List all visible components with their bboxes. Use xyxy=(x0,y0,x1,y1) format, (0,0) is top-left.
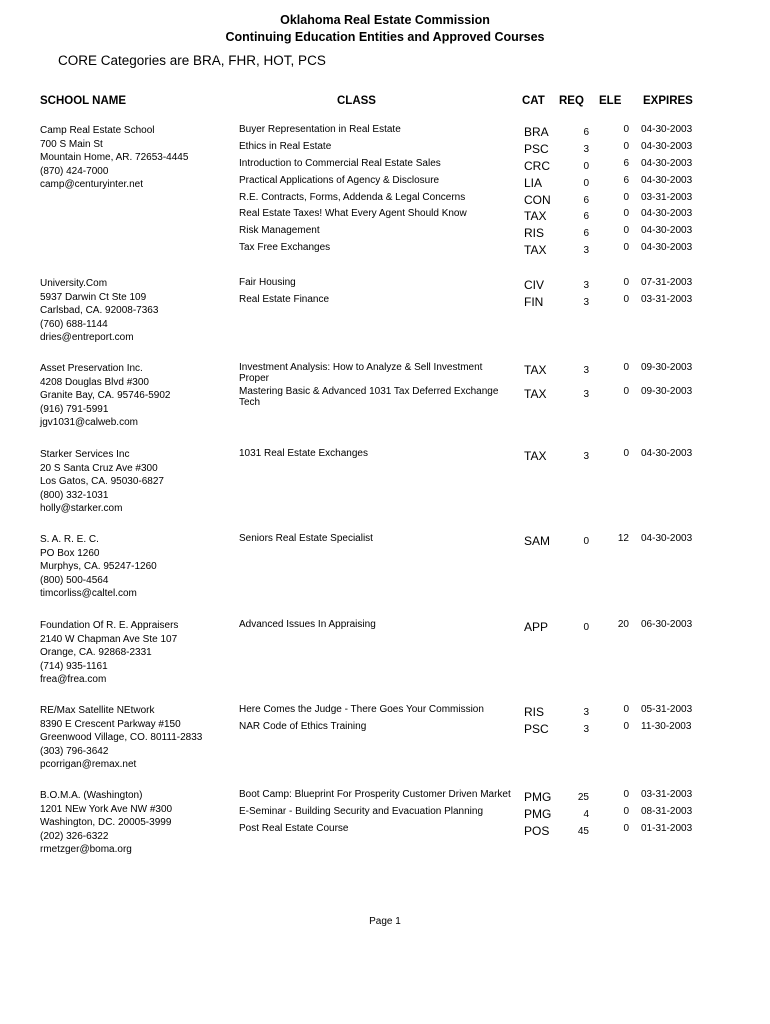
course-expires: 09-30-2003 xyxy=(641,362,693,373)
course-category: TAX xyxy=(524,209,547,223)
school-address-line: (303) 796-3642 xyxy=(40,745,109,757)
course-expires: 04-30-2003 xyxy=(641,533,693,544)
course-req-hours: 3 xyxy=(583,389,589,400)
school-address-line: 8390 E Crescent Parkway #150 xyxy=(40,718,181,730)
course-expires: 04-30-2003 xyxy=(641,175,693,186)
course-ele-hours: 0 xyxy=(623,386,629,397)
course-class: Real Estate Taxes! What Every Agent Should Know xyxy=(239,208,467,219)
course-expires: 03-31-2003 xyxy=(641,294,693,305)
school-email: camp@centuryinter.net xyxy=(40,179,143,191)
school-address-line: Washington, DC. 20005-3999 xyxy=(40,817,172,829)
school-address-line: Carlsbad, CA. 92008-7363 xyxy=(40,305,159,317)
school-address-line: Murphys, CA. 95247-1260 xyxy=(40,561,157,573)
core-categories-note: CORE Categories are BRA, FHR, HOT, PCS xyxy=(58,53,326,68)
school-email: pcorrigan@remax.net xyxy=(40,759,137,771)
school-name: S. A. R. E. C. xyxy=(40,534,99,545)
course-req-hours: 3 xyxy=(583,365,589,376)
school-name: Foundation Of R. E. Appraisers xyxy=(40,620,179,631)
course-expires: 04-30-2003 xyxy=(641,448,693,459)
course-ele-hours: 0 xyxy=(623,208,629,219)
school-address-line: 1201 NEw York Ave NW #300 xyxy=(40,803,173,815)
school-address-line: Los Gatos, CA. 95030-6827 xyxy=(40,476,164,488)
school-address-line: (760) 688-1144 xyxy=(40,318,108,330)
course-class: Mastering Basic & Advanced 1031 Tax Deferred Exchange Tech xyxy=(239,386,499,408)
course-expires: 11-30-2003 xyxy=(641,721,692,732)
school-email: dries@entreport.com xyxy=(40,332,134,344)
school-email: jgv1031@calweb.com xyxy=(40,417,138,429)
school-name: RE/Max Satellite NEtwork xyxy=(40,705,155,716)
course-req-hours: 0 xyxy=(583,161,589,172)
course-category: TAX xyxy=(524,387,547,401)
school-email: holly@starker.com xyxy=(40,503,123,515)
document-subtitle: Continuing Education Entities and Approved Courses xyxy=(225,30,545,44)
course-class: 1031 Real Estate Exchanges xyxy=(239,448,368,459)
document-title: Oklahoma Real Estate Commission xyxy=(280,13,490,27)
course-req-hours: 0 xyxy=(583,178,589,189)
course-req-hours: 6 xyxy=(583,195,589,206)
course-category: BRA xyxy=(524,125,549,139)
school-email: frea@frea.com xyxy=(40,674,107,686)
column-header-req: REQ xyxy=(559,95,584,107)
course-category: PSC xyxy=(524,722,549,736)
course-expires: 04-30-2003 xyxy=(641,124,693,135)
course-expires: 04-30-2003 xyxy=(641,158,693,169)
course-req-hours: 45 xyxy=(577,826,589,837)
course-category: CIV xyxy=(524,278,545,292)
course-ele-hours: 0 xyxy=(623,806,629,817)
course-expires: 08-31-2003 xyxy=(641,806,693,817)
school-address-line: Orange, CA. 92868-2331 xyxy=(40,647,152,659)
course-req-hours: 3 xyxy=(583,245,589,256)
course-class: Introduction to Commercial Real Estate Sales xyxy=(239,158,441,169)
course-class: Boot Camp: Blueprint For Prosperity Customer Driven Market xyxy=(239,789,511,800)
column-header-school: SCHOOL NAME xyxy=(40,95,127,107)
course-category: SAM xyxy=(524,534,551,548)
course-ele-hours: 20 xyxy=(617,619,629,630)
course-expires: 03-31-2003 xyxy=(641,192,693,203)
column-header-cat: CAT xyxy=(522,95,545,107)
school-address-line: (714) 935-1161 xyxy=(40,660,108,672)
school-name: Camp Real Estate School xyxy=(40,125,155,136)
course-req-hours: 0 xyxy=(583,536,589,547)
course-req-hours: 3 xyxy=(583,707,589,718)
course-expires: 04-30-2003 xyxy=(641,225,693,236)
school-email: rmetzger@boma.org xyxy=(40,844,132,856)
course-ele-hours: 0 xyxy=(623,362,629,373)
school-name: Asset Preservation Inc. xyxy=(40,363,143,374)
course-category: CON xyxy=(524,193,551,207)
course-category: TAX xyxy=(524,243,547,257)
course-class: Practical Applications of Agency & Disclosure xyxy=(239,175,440,186)
course-expires: 05-31-2003 xyxy=(641,704,693,715)
course-category: POS xyxy=(524,824,550,838)
course-expires: 01-31-2003 xyxy=(641,823,693,834)
course-req-hours: 3 xyxy=(583,144,589,155)
course-class: Real Estate Finance xyxy=(239,294,330,305)
school-address-line: 700 S Main St xyxy=(40,138,103,150)
course-ele-hours: 6 xyxy=(623,175,629,186)
course-req-hours: 3 xyxy=(583,280,589,291)
course-ele-hours: 0 xyxy=(623,704,629,715)
course-ele-hours: 0 xyxy=(623,823,629,834)
course-expires: 04-30-2003 xyxy=(641,242,693,253)
course-category: APP xyxy=(524,620,549,634)
course-req-hours: 4 xyxy=(583,809,589,820)
course-category: RIS xyxy=(524,705,545,719)
school-address-line: 2140 W Chapman Ave Ste 107 xyxy=(40,633,178,645)
course-req-hours: 0 xyxy=(583,622,589,633)
course-req-hours: 6 xyxy=(583,211,589,222)
course-ele-hours: 0 xyxy=(623,124,629,135)
school-name: B.O.M.A. (Washington) xyxy=(40,790,143,801)
school-name: Starker Services Inc xyxy=(40,449,130,460)
course-expires: 09-30-2003 xyxy=(641,386,693,397)
school-address-line: PO Box 1260 xyxy=(40,547,100,559)
course-class: Seniors Real Estate Specialist xyxy=(239,533,373,544)
school-address-line: (800) 332-1031 xyxy=(40,489,109,501)
course-category: FIN xyxy=(524,295,544,309)
course-class: Tax Free Exchanges xyxy=(239,242,331,253)
course-class: Post Real Estate Course xyxy=(239,823,349,834)
school-address-line: (916) 791-5991 xyxy=(40,403,109,415)
course-ele-hours: 0 xyxy=(623,225,629,236)
column-header-ele: ELE xyxy=(599,95,622,107)
school-address-line: 4208 Douglas Blvd #300 xyxy=(40,376,149,388)
course-class: Here Comes the Judge - There Goes Your Commission xyxy=(239,704,484,715)
school-address-line: (870) 424-7000 xyxy=(40,165,109,177)
school-email: timcorliss@caltel.com xyxy=(40,588,137,600)
column-header-class: CLASS xyxy=(337,95,376,107)
course-class: Risk Management xyxy=(239,225,320,236)
course-expires: 03-31-2003 xyxy=(641,789,693,800)
course-req-hours: 6 xyxy=(583,127,589,138)
school-address-line: Mountain Home, AR. 72653-4445 xyxy=(40,152,189,164)
course-category: RIS xyxy=(524,226,545,240)
school-address-line: 5937 Darwin Ct Ste 109 xyxy=(40,291,147,303)
course-class: Advanced Issues In Appraising xyxy=(239,619,376,630)
course-ele-hours: 6 xyxy=(623,158,629,169)
school-address-line: 20 S Santa Cruz Ave #300 xyxy=(40,462,158,474)
course-expires: 04-30-2003 xyxy=(641,208,693,219)
course-ele-hours: 0 xyxy=(623,448,629,459)
course-category: PMG xyxy=(524,807,552,821)
course-category: TAX xyxy=(524,363,547,377)
course-class: Fair Housing xyxy=(239,277,296,288)
course-class: NAR Code of Ethics Training xyxy=(239,721,367,732)
course-class: R.E. Contracts, Forms, Addenda & Legal Concerns xyxy=(239,192,466,203)
course-expires: 06-30-2003 xyxy=(641,619,693,630)
course-ele-hours: 0 xyxy=(623,242,629,253)
course-expires: 04-30-2003 xyxy=(641,141,693,152)
course-class: Investment Analysis: How to Analyze & Sell Investment Proper xyxy=(239,362,483,384)
course-req-hours: 3 xyxy=(583,451,589,462)
course-category: PSC xyxy=(524,142,549,156)
course-class: Ethics in Real Estate xyxy=(239,141,332,152)
course-category: LIA xyxy=(524,176,543,190)
course-category: CRC xyxy=(524,159,550,173)
school-address-line: (800) 500-4564 xyxy=(40,574,109,586)
course-ele-hours: 0 xyxy=(623,192,629,203)
course-req-hours: 6 xyxy=(583,228,589,239)
course-category: TAX xyxy=(524,449,547,463)
course-ele-hours: 0 xyxy=(623,141,629,152)
school-address-line: Granite Bay, CA. 95746-5902 xyxy=(40,390,171,402)
column-header-expires: EXPIRES xyxy=(643,95,693,107)
course-ele-hours: 0 xyxy=(623,277,629,288)
course-ele-hours: 0 xyxy=(623,789,629,800)
school-address-line: Greenwood Village, CO. 80111-2833 xyxy=(40,732,203,744)
course-class: Buyer Representation in Real Estate xyxy=(239,124,401,135)
course-category: PMG xyxy=(524,790,552,804)
page-number: Page 1 xyxy=(369,916,401,927)
school-name: University.Com xyxy=(40,278,108,289)
school-address-line: (202) 326-6322 xyxy=(40,830,109,842)
course-ele-hours: 0 xyxy=(623,721,629,732)
course-class: E-Seminar - Building Security and Evacuation Planning xyxy=(239,806,484,817)
course-req-hours: 25 xyxy=(577,792,589,803)
course-req-hours: 3 xyxy=(583,724,589,735)
course-ele-hours: 12 xyxy=(617,533,629,544)
course-req-hours: 3 xyxy=(583,297,589,308)
course-ele-hours: 0 xyxy=(623,294,629,305)
course-expires: 07-31-2003 xyxy=(641,277,693,288)
